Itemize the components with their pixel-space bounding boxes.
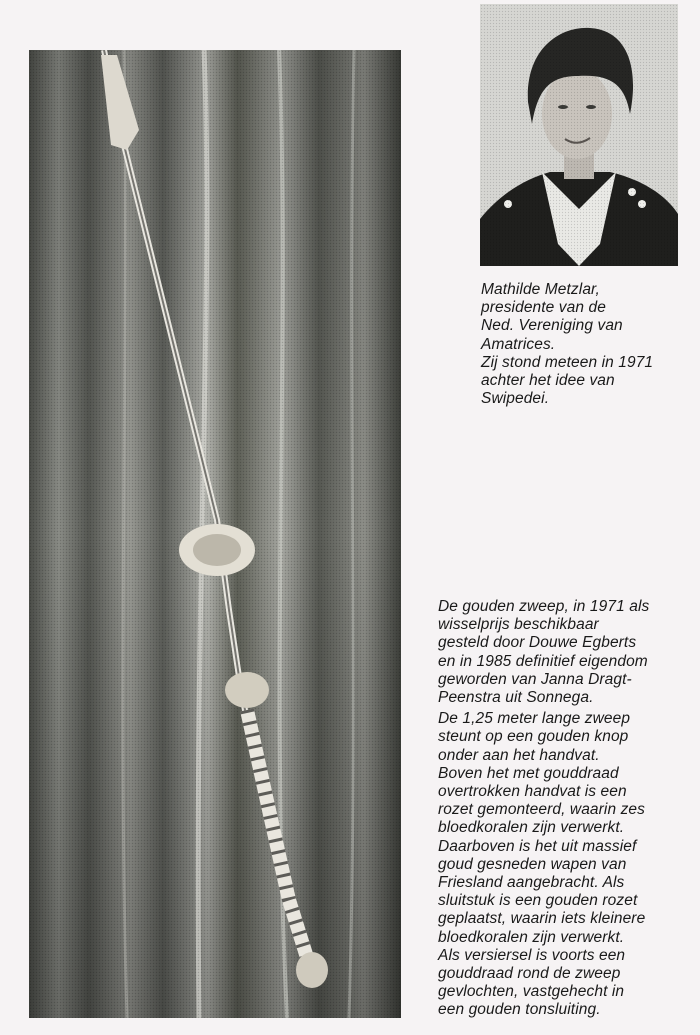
caption-line: presidente van de — [481, 299, 606, 317]
caption-line: Mathilde Metzlar, — [481, 281, 600, 298]
caption-line: bloedkoralen zijn verwerkt. — [438, 819, 625, 837]
golden-whip-photo — [29, 50, 401, 1018]
caption-line: achter het idee van — [481, 372, 615, 390]
caption-line: bloedkoralen zijn verwerkt. — [438, 928, 625, 946]
caption-line: goud gesneden wapen van — [438, 855, 627, 873]
caption-line: Als versiersel is voorts een — [438, 946, 626, 964]
caption-line: Ned. Vereniging van — [481, 317, 623, 335]
caption-line: Peenstra uit Sonnega. — [438, 689, 594, 707]
caption-line: rozet gemonteerd, waarin zes — [438, 801, 645, 819]
whip-caption-paragraph-2 — [438, 710, 698, 1019]
caption-line: onder aan het handvat. — [438, 746, 600, 764]
caption-line: Boven het met gouddraad — [438, 764, 619, 782]
caption-line: geplaatst, waarin iets kleinere — [438, 910, 646, 928]
caption-line: De gouden zweep, in 1971 als — [438, 598, 650, 615]
caption-line: gouddraad rond de zweep — [438, 965, 621, 983]
caption-line: sluitstuk is een gouden rozet — [438, 892, 638, 910]
caption-line: Friesland aangebracht. Als — [438, 874, 625, 892]
caption-line: De 1,25 meter lange zweep — [438, 710, 631, 728]
caption-line: Daarboven is het uit massief — [438, 837, 637, 855]
caption-line: geworden van Janna Dragt- — [438, 670, 632, 688]
caption-line: Swipedei. — [481, 390, 550, 408]
portrait-photo — [480, 4, 678, 266]
caption-line: Zij stond meteen in 1971 — [481, 353, 654, 371]
caption-line: gevlochten, vastgehecht in — [438, 983, 625, 1001]
portrait-caption — [481, 281, 696, 408]
caption-line: en in 1985 definitief eigendom — [438, 652, 648, 670]
caption-line: Amatrices. — [481, 335, 556, 353]
caption-line: wisselprijs beschikbaar — [438, 616, 599, 634]
caption-line: steunt op een gouden knop — [438, 728, 629, 746]
caption-line: gesteld door Douwe Egberts — [438, 634, 637, 652]
caption-line: overtrokken handvat is een — [438, 783, 627, 801]
whip-caption-paragraph-1 — [438, 598, 698, 707]
whip-caption — [438, 598, 698, 1020]
caption-line: een gouden tonsluiting. — [438, 1001, 601, 1019]
